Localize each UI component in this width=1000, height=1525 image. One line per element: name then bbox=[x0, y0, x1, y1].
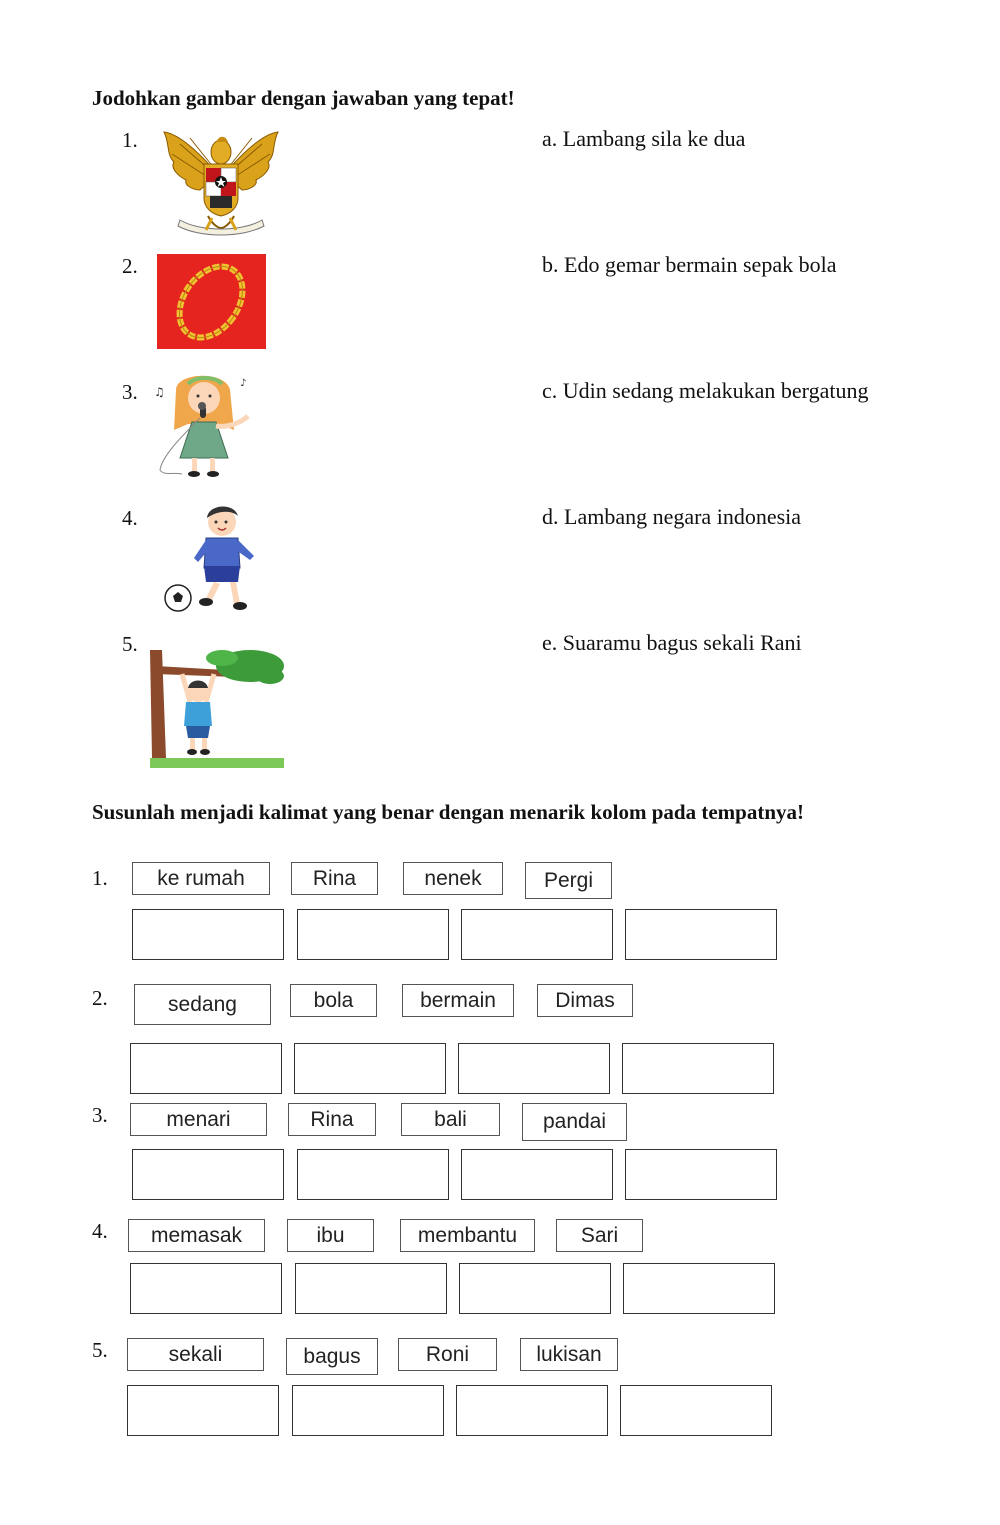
word-tile[interactable]: nenek bbox=[403, 862, 503, 895]
boy-hanging-image bbox=[150, 650, 284, 768]
answer-slot[interactable] bbox=[132, 1149, 284, 1200]
answer-slot[interactable] bbox=[130, 1263, 282, 1314]
answer-slot[interactable] bbox=[295, 1263, 447, 1314]
answer-slot[interactable] bbox=[461, 909, 613, 960]
word-tile[interactable]: Rina bbox=[288, 1103, 376, 1136]
item-number: 4. bbox=[122, 506, 138, 530]
item-number: 2. bbox=[122, 254, 138, 278]
garuda-emblem-image bbox=[160, 124, 282, 238]
svg-text:♪: ♪ bbox=[240, 378, 247, 389]
word-tile[interactable]: memasak bbox=[128, 1219, 265, 1252]
answer-option-c[interactable]: c. Udin sedang melakukan bergatung bbox=[542, 378, 869, 403]
word-tile[interactable]: menari bbox=[130, 1103, 267, 1136]
answer-option-b[interactable]: b. Edo gemar bermain sepak bola bbox=[542, 252, 837, 277]
answer-slot[interactable] bbox=[456, 1385, 608, 1436]
word-tile[interactable]: bola bbox=[290, 984, 377, 1017]
answer-slot[interactable] bbox=[294, 1043, 446, 1094]
word-tile[interactable]: ke rumah bbox=[132, 862, 270, 895]
word-tile[interactable]: Pergi bbox=[525, 862, 612, 899]
arrange-instructions: Susunlah menjadi kalimat yang benar dengan menarik kolom pada tempatnya! bbox=[92, 800, 804, 824]
answer-slot[interactable] bbox=[132, 909, 284, 960]
answer-slot[interactable] bbox=[130, 1043, 282, 1094]
answer-slot[interactable] bbox=[625, 1149, 777, 1200]
item-number: 3. bbox=[122, 380, 138, 404]
word-tile[interactable]: lukisan bbox=[520, 1338, 618, 1371]
word-tile[interactable]: Dimas bbox=[537, 984, 633, 1017]
word-tile[interactable]: membantu bbox=[400, 1219, 535, 1252]
word-tile[interactable]: bali bbox=[401, 1103, 500, 1136]
word-tile[interactable]: sedang bbox=[134, 984, 271, 1025]
answer-slot[interactable] bbox=[458, 1043, 610, 1094]
question-number: 5. bbox=[92, 1338, 108, 1362]
answer-slot[interactable] bbox=[620, 1385, 772, 1436]
answer-slot[interactable] bbox=[625, 909, 777, 960]
svg-text:♫: ♫ bbox=[154, 385, 165, 399]
question-number: 1. bbox=[92, 866, 108, 890]
word-tile[interactable]: bermain bbox=[402, 984, 514, 1017]
girl-singing-image bbox=[152, 366, 258, 482]
answer-slot[interactable] bbox=[297, 909, 449, 960]
question-number: 4. bbox=[92, 1219, 108, 1243]
question-number: 3. bbox=[92, 1103, 108, 1127]
boy-football-image bbox=[160, 500, 258, 616]
question-number: 2. bbox=[92, 986, 108, 1010]
word-tile[interactable]: bagus bbox=[286, 1338, 378, 1375]
answer-option-e[interactable]: e. Suaramu bagus sekali Rani bbox=[542, 630, 802, 655]
item-number: 1. bbox=[122, 128, 138, 152]
answer-option-a[interactable]: a. Lambang sila ke dua bbox=[542, 126, 746, 151]
item-number: 5. bbox=[122, 632, 138, 656]
word-tile[interactable]: pandai bbox=[522, 1103, 627, 1141]
matching-instructions: Jodohkan gambar dengan jawaban yang tepat! bbox=[92, 86, 515, 110]
answer-slot[interactable] bbox=[459, 1263, 611, 1314]
word-tile[interactable]: sekali bbox=[127, 1338, 264, 1371]
word-tile[interactable]: Rina bbox=[291, 862, 378, 895]
chain-symbol-image bbox=[157, 254, 266, 349]
answer-slot[interactable] bbox=[623, 1263, 775, 1314]
word-tile[interactable]: Sari bbox=[556, 1219, 643, 1252]
answer-slot[interactable] bbox=[297, 1149, 449, 1200]
word-tile[interactable]: ibu bbox=[287, 1219, 374, 1252]
answer-slot[interactable] bbox=[622, 1043, 774, 1094]
answer-option-d[interactable]: d. Lambang negara indonesia bbox=[542, 504, 802, 529]
answer-slot[interactable] bbox=[461, 1149, 613, 1200]
word-tile[interactable]: Roni bbox=[398, 1338, 497, 1371]
answer-slot[interactable] bbox=[292, 1385, 444, 1436]
answer-slot[interactable] bbox=[127, 1385, 279, 1436]
